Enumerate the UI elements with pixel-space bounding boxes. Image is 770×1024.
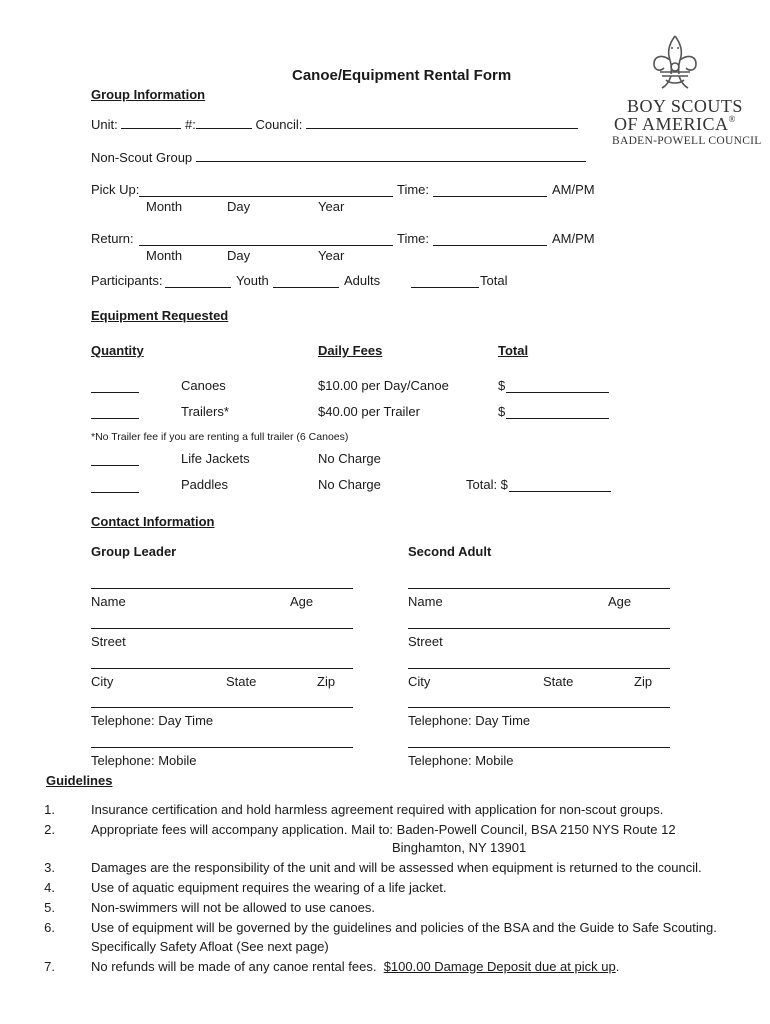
trailers-dollar-sign: $ (498, 404, 506, 419)
second-adult-city-label: City (408, 674, 431, 689)
leader-name-label: Name (91, 594, 126, 609)
second-adult-age-label: Age (608, 594, 632, 609)
return-label: Return: (91, 231, 134, 246)
canoes-label: Canoes (181, 378, 226, 393)
total-participants-field[interactable] (411, 287, 479, 288)
total-participants-label: Total (480, 273, 508, 288)
leader-state-label: State (226, 674, 257, 689)
canoes-fee: $10.00 per Day/Canoe (318, 378, 449, 393)
second-adult-telephone-day-label: Telephone: Day Time (408, 713, 531, 728)
return-month-label: Month (146, 248, 183, 263)
trailers-total-field[interactable] (506, 418, 609, 419)
guideline-number-1: 1. (44, 802, 55, 817)
guideline-2-address-city: Binghamton, NY 13901 (392, 840, 527, 855)
guideline-4: Use of aquatic equipment requires the wearing of a life jacket. (91, 880, 447, 895)
youth-label: Youth (236, 273, 269, 288)
grand-total-label: Total: $ (466, 477, 508, 492)
canoes-total-field[interactable] (506, 392, 609, 393)
life-jackets-label: Life Jackets (181, 451, 250, 466)
pickup-label: Pick Up: (91, 182, 140, 197)
return-year-label: Year (318, 248, 345, 263)
group-leader-heading: Group Leader (91, 544, 177, 559)
guideline-6-continued: Specifically Safety Afloat (See next page) (91, 939, 329, 954)
second-adult-telephone-day-field[interactable] (408, 707, 670, 708)
quantity-column-header: Quantity (91, 343, 144, 358)
second-adult-street-label: Street (408, 634, 443, 649)
guideline-number-7: 7. (44, 959, 55, 974)
non-scout-label: Non-Scout Group (91, 150, 193, 165)
guideline-3: Damages are the responsibility of the unit and will be assessed when equipment is returned to the council. (91, 860, 702, 875)
paddles-quantity-field[interactable] (91, 492, 139, 493)
trailers-quantity-field[interactable] (91, 418, 139, 419)
unit-row (91, 116, 578, 133)
grand-total-field[interactable] (509, 491, 611, 492)
trailers-label: Trailers* (181, 404, 229, 419)
trailers-fee: $40.00 per Trailer (318, 404, 420, 419)
second-adult-name-label: Name (408, 594, 443, 609)
life-jackets-quantity-field[interactable] (91, 465, 139, 466)
paddles-fee: No Charge (318, 477, 381, 492)
guideline-7-period: . (615, 959, 620, 974)
pickup-year-label: Year (318, 199, 345, 214)
guideline-number-3: 3. (44, 860, 55, 875)
second-adult-heading: Second Adult (408, 544, 492, 559)
non-scout-field[interactable] (196, 149, 586, 162)
adults-label: Adults (344, 273, 381, 288)
adults-count-field[interactable] (273, 287, 339, 288)
canoes-dollar-sign: $ (498, 378, 506, 393)
pickup-month-label: Month (146, 199, 183, 214)
canoes-quantity-field[interactable] (91, 392, 139, 393)
pickup-date-field[interactable] (139, 196, 393, 197)
guideline-number-6: 6. (44, 920, 55, 935)
leader-street-label: Street (91, 634, 126, 649)
leader-street-field[interactable] (91, 628, 353, 629)
pickup-day-label: Day (227, 199, 251, 214)
return-ampm: AM/PM (552, 231, 595, 246)
number-field[interactable] (196, 116, 252, 129)
return-time-label: Time: (397, 231, 430, 246)
fleur-de-lis-icon (650, 34, 700, 92)
second-adult-state-label: State (543, 674, 574, 689)
guideline-7 (91, 959, 619, 975)
logo-line1: BOY SCOUTS (627, 96, 743, 116)
return-day-label: Day (227, 248, 251, 263)
non-scout-row (91, 149, 586, 166)
return-time-field[interactable] (433, 245, 547, 246)
guideline-number-2: 2. (44, 822, 55, 837)
pickup-time-field[interactable] (433, 196, 547, 197)
paddles-label: Paddles (181, 477, 228, 492)
life-jackets-fee: No Charge (318, 451, 381, 466)
guideline-5: Non-swimmers will not be allowed to use canoes. (91, 900, 375, 915)
pickup-time-label: Time: (397, 182, 430, 197)
youth-count-field[interactable] (165, 287, 231, 288)
guideline-1: Insurance certification and hold harmless agreement required with application for non-scout groups. (91, 802, 664, 817)
equipment-heading: Equipment Requested (91, 308, 229, 323)
second-adult-telephone-mobile-label: Telephone: Mobile (408, 753, 514, 768)
unit-label: Unit: (91, 117, 118, 132)
second-adult-zip-label: Zip (634, 674, 653, 689)
leader-city-field[interactable] (91, 668, 353, 669)
guideline-number-4: 4. (44, 880, 55, 895)
leader-telephone-mobile-label: Telephone: Mobile (91, 753, 197, 768)
second-adult-city-field[interactable] (408, 668, 670, 669)
second-adult-street-field[interactable] (408, 628, 670, 629)
council-field[interactable] (306, 116, 578, 129)
leader-telephone-day-label: Telephone: Day Time (91, 713, 214, 728)
group-info-heading: Group Information (91, 87, 206, 102)
guidelines-heading: Guidelines (46, 773, 113, 788)
participants-label: Participants: (91, 273, 163, 288)
leader-zip-label: Zip (317, 674, 336, 689)
guideline-number-5: 5. (44, 900, 55, 915)
number-label: #: (184, 117, 196, 132)
second-adult-telephone-mobile-field[interactable] (408, 747, 670, 748)
unit-field[interactable] (121, 116, 181, 129)
damage-deposit-note: $100.00 Damage Deposit due at pick up (383, 959, 616, 974)
logo-line2 (614, 114, 736, 135)
second-adult-name-field[interactable] (408, 588, 670, 589)
return-date-field[interactable] (139, 245, 393, 246)
logo-line2-text: OF AMERICA (614, 114, 729, 134)
trailer-note: *No Trailer fee if you are renting a full trailer (6 Canoes) (91, 431, 349, 443)
guideline-2: Appropriate fees will accompany application. Mail to: Baden-Powell Council, BSA 2150 NYS Route 12 (91, 822, 676, 837)
leader-telephone-mobile-field[interactable] (91, 747, 353, 748)
guideline-6: Use of equipment will be governed by the guidelines and policies of the BSA and the Guide to Safe Scouting. (91, 920, 717, 935)
fees-column-header: Daily Fees (318, 343, 383, 358)
leader-telephone-day-field[interactable] (91, 707, 353, 708)
contact-heading: Contact Information (91, 514, 215, 529)
leader-age-label: Age (290, 594, 314, 609)
total-column-header: Total (498, 343, 529, 358)
page-title: Canoe/Equipment Rental Form (292, 67, 512, 84)
council-label: Council: (255, 117, 303, 132)
pickup-ampm: AM/PM (552, 182, 595, 197)
leader-name-field[interactable] (91, 588, 353, 589)
logo-council: BADEN-POWELL COUNCIL (612, 135, 762, 147)
guideline-7-text: No refunds will be made of any canoe rental fees. (91, 959, 377, 974)
logo-registered-mark: ® (728, 114, 736, 124)
leader-city-label: City (91, 674, 114, 689)
